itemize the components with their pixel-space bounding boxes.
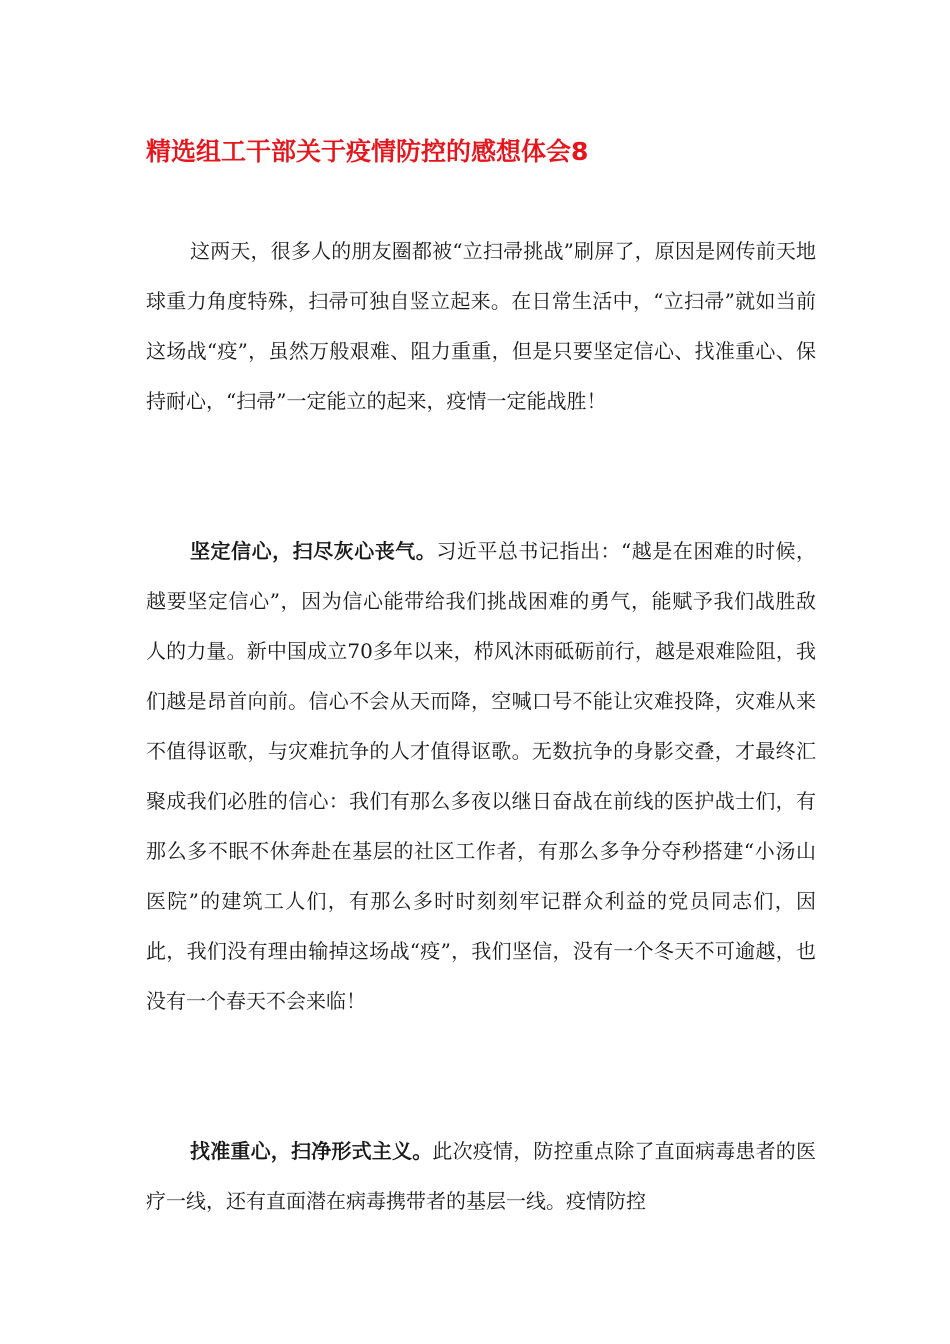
paragraph-focus [146,1126,816,1226]
paragraph-intro [146,226,816,426]
paragraph-lead: 坚定信心，扫尽灰心丧气。 [190,539,437,563]
paragraph-body: 这两天，很多人的朋友圈都被“立扫帚挑战”刷屏了，原因是网传前天地球重力角度特殊，扫帚可独自竖立起来。在日常生活中，“立扫帚”就如当前这场战“疫”，虽然万般艰难、阻力重重，但是只要坚定信心、找准重心、保持耐心，“扫帚”一定能立的起来，疫情一定能战胜！ [146,239,816,413]
paragraph-lead: 找准重心，扫净形式主义。 [190,1139,433,1163]
paragraph-confidence [146,526,816,1026]
paragraph-body: 习近平总书记指出：“越是在困难的时候，越要坚定信心”，因为信心能带给我们挑战困难的勇气，能赋予我们战胜敌人的力量。新中国成立70多年以来，栉风沐雨砥砺前行，越是艰难险阻，我们越是昂首向前。信心不会从天而降，空喊口号不能让灾难投降，灾难从来不值得讴歌，与灾难抗争的人才值得讴歌。无数抗争的身影交叠，才最终汇聚成我们必胜的信心：我们有那么多夜以继日奋战在前线的医护战士们，有那么多不眠不休奔赴在基层的社区工作者，有那么多争分夺秒搭建“小汤山医院”的建筑工人们，有那么多时时刻刻牢记群众利益的党员同志们，因此，我们没有理由输掉这场战“疫”，我们坚信，没有一个冬天不可逾越，也没有一个春天不会来临！ [146,539,816,1013]
document-title: 精选组工干部关于疫情防控的感想体会8 [146,137,589,166]
paragraph-body: 此次疫情，防控重点除了直面病毒患者的医疗一线，还有直面潜在病毒携带者的基层一线。疫情防控 [146,1139,817,1213]
